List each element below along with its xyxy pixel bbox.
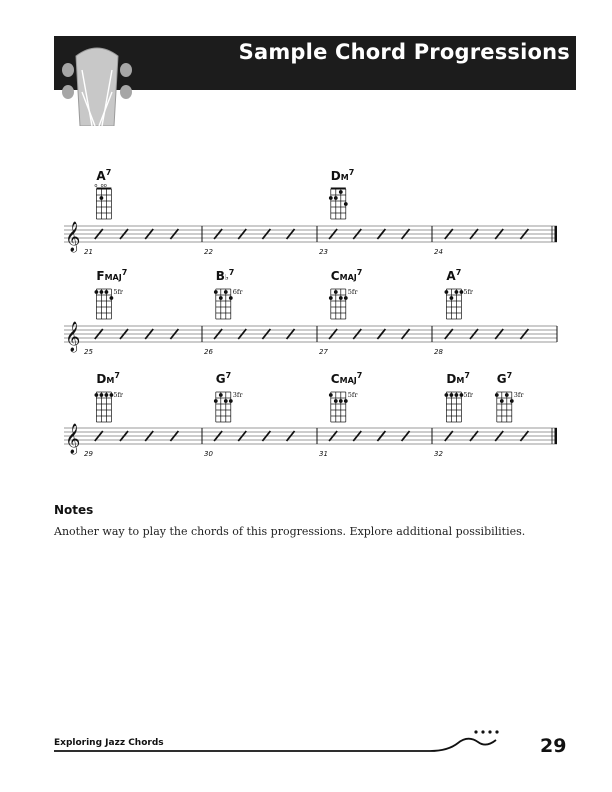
- finger-dot: [329, 196, 333, 200]
- fret-marker: 3fr: [513, 391, 524, 399]
- finger-dot: [229, 399, 233, 403]
- measure-number: 24: [434, 248, 443, 256]
- finger-dot: [455, 393, 459, 397]
- chord-diagram: [329, 371, 362, 422]
- finger-dot: [219, 296, 223, 300]
- fret-marker: 5fr: [463, 288, 474, 296]
- fret-marker: 5fr: [113, 391, 124, 399]
- finger-dot: [105, 393, 109, 397]
- finger-dot: [505, 393, 509, 397]
- finger-dot: [224, 399, 228, 403]
- measure-number: 27: [319, 348, 328, 356]
- finger-dot: [334, 399, 338, 403]
- chord-name: $DM^7$: [446, 371, 470, 386]
- finger-dot: [214, 399, 218, 403]
- chord-name: CMAJ$^7$: [330, 371, 363, 386]
- notes-title: Notes: [54, 503, 94, 517]
- chord-diagram: [94, 168, 111, 219]
- chord-diagram: [329, 268, 362, 319]
- chord-name: $DM^7$: [96, 371, 120, 386]
- finger-dot: [214, 290, 218, 294]
- finger-dot: [219, 393, 223, 397]
- staff-system: [64, 371, 557, 458]
- fret-marker: 5fr: [463, 391, 474, 399]
- chord-diagram: [329, 168, 354, 219]
- page-title: Sample Chord Progressions: [238, 40, 570, 64]
- finger-dot: [510, 399, 514, 403]
- treble-clef-icon: 𝄞: [65, 222, 81, 252]
- finger-dot: [339, 399, 343, 403]
- measure-number: 31: [319, 450, 328, 458]
- measure-number: 21: [84, 248, 93, 256]
- finger-dot: [329, 296, 333, 300]
- chord-diagram: [95, 371, 124, 422]
- final-barline: [555, 428, 558, 444]
- page-number: 29: [540, 735, 567, 757]
- notes-body: Another way to play the chords of this progressions. Explore additional possibilities.: [54, 525, 526, 538]
- fret-marker: 6fr: [232, 288, 243, 296]
- finger-dot: [100, 393, 104, 397]
- finger-dot: [344, 296, 348, 300]
- finger-dot: [334, 290, 338, 294]
- fret-marker: 5fr: [113, 288, 124, 296]
- finger-dot: [95, 290, 99, 294]
- chord-name: $DM^7$: [330, 168, 355, 183]
- chord-name: $G^7$: [496, 371, 513, 386]
- staff-system: [64, 168, 557, 256]
- chord-name: $G^7$: [215, 371, 232, 386]
- open-strings: o oo: [94, 183, 107, 189]
- finger-dot: [100, 196, 104, 200]
- finger-dot: [500, 399, 504, 403]
- finger-dot: [344, 399, 348, 403]
- final-barline: [555, 226, 558, 242]
- measure-number: 26: [204, 348, 213, 356]
- finger-dot: [339, 296, 343, 300]
- chord-diagram: [445, 371, 474, 422]
- treble-clef-icon: 𝄞: [65, 322, 81, 352]
- chord-name: FMAJ$^7$: [96, 268, 128, 283]
- measure-number: 23: [319, 248, 328, 256]
- chord-diagram: [214, 371, 243, 422]
- measure-number: 29: [84, 450, 93, 458]
- finger-dot: [455, 290, 459, 294]
- measure-number: 30: [204, 450, 213, 458]
- finger-dot: [445, 290, 449, 294]
- measure-number: 32: [434, 450, 443, 458]
- chord-diagram: [495, 371, 524, 422]
- finger-dot: [495, 393, 499, 397]
- chord-name: B♭$^7$: [215, 268, 235, 283]
- measure-number: 25: [84, 348, 93, 356]
- book-title: Exploring Jazz Chords: [54, 738, 164, 748]
- measure-number: 28: [434, 348, 443, 356]
- chord-diagram: [214, 268, 243, 319]
- fret-marker: 5fr: [347, 391, 358, 399]
- fret-marker: 5fr: [347, 288, 358, 296]
- finger-dot: [100, 290, 104, 294]
- chord-diagram: [445, 268, 474, 319]
- finger-dot: [445, 393, 449, 397]
- chord-name: $A^7$: [96, 168, 112, 183]
- finger-dot: [339, 190, 343, 194]
- finger-dot: [329, 393, 333, 397]
- chord-name: CMAJ$^7$: [330, 268, 363, 283]
- finger-dot: [450, 393, 454, 397]
- finger-dot: [224, 290, 228, 294]
- finger-dot: [450, 296, 454, 300]
- finger-dot: [229, 296, 233, 300]
- treble-clef-icon: 𝄞: [65, 424, 81, 454]
- chord-name: $A^7$: [446, 268, 462, 283]
- measure-number: 22: [204, 248, 213, 256]
- finger-dot: [344, 202, 348, 206]
- staff-system: [64, 268, 557, 356]
- finger-dot: [105, 290, 109, 294]
- finger-dot: [334, 196, 338, 200]
- finger-dot: [95, 393, 99, 397]
- finger-dot: [110, 296, 114, 300]
- chord-diagram: [95, 268, 128, 319]
- fret-marker: 3fr: [232, 391, 243, 399]
